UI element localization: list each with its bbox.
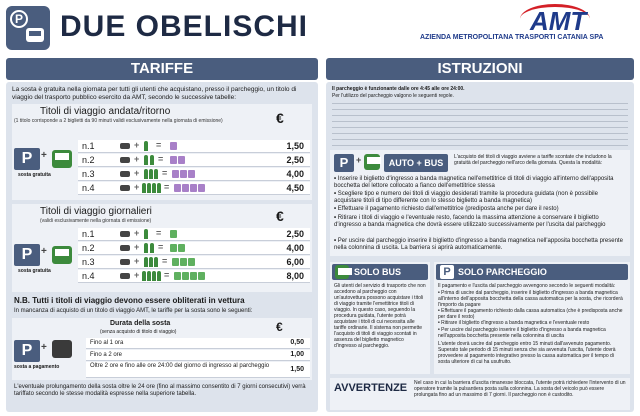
step-bullet: • bbox=[334, 238, 338, 244]
sosta-row-1 bbox=[86, 338, 310, 349]
person-icon bbox=[149, 169, 153, 179]
step-bullet: • bbox=[438, 320, 442, 326]
gio-subtitle: (validi esclusivamente nella giornata di emissione) bbox=[40, 218, 152, 224]
plus-icon: + bbox=[134, 256, 140, 266]
ar-parking-icon: P bbox=[14, 148, 40, 170]
gio-plus-icon: + bbox=[41, 246, 47, 257]
avvertenze-heading: AVVERTENZE bbox=[334, 382, 408, 394]
step-bullet: • bbox=[334, 215, 338, 221]
person-icon bbox=[147, 271, 151, 281]
step-text: Ritirare i titoli di viaggio e l'eventuale resto, facendo la massima attenzione a conservare il biglietto d'ingresso a banda magnetica che dovrà essere utilizzato successivamente per l'uscita dal parcheggio bbox=[334, 215, 606, 228]
ar-row-count: n.4 bbox=[82, 183, 95, 193]
sosta-row-2 bbox=[86, 350, 310, 361]
person-icon bbox=[144, 169, 148, 179]
person-icon bbox=[152, 183, 156, 193]
tariffe-intro: La sosta è gratuita nella giornata per tutti gli utenti che acquistano, presso il parcheggio, un titolo di viaggio del trasporto pubblico esercito da AMT, secondo le successive tabelle: bbox=[12, 86, 297, 101]
ticket-icon bbox=[180, 258, 187, 266]
gio-row-price: 2,50 bbox=[286, 229, 304, 239]
ticket-icon bbox=[170, 156, 177, 164]
person-icon bbox=[142, 183, 146, 193]
gio-caption: sosta gratuita bbox=[18, 268, 51, 274]
step-bullet: • bbox=[334, 191, 338, 197]
step-text: Inserire il biglietto d'ingresso a banda magnetica nell'emettitrice di titoli di viaggio all'interno dell'apposita bocchetta del lettore collocato a fianco dell'emettitrice stessa bbox=[334, 176, 614, 189]
ar-row-3 bbox=[78, 168, 310, 181]
step-text: Effettuare il pagamento richiesto dall'emettitrice (prediposta anche per dare il resto) bbox=[337, 206, 559, 212]
ar-row-count: n.1 bbox=[82, 141, 95, 151]
car-icon bbox=[120, 185, 130, 191]
general-rule-filler bbox=[332, 100, 628, 146]
ticket-icon bbox=[172, 258, 179, 266]
sp-step-1 bbox=[438, 290, 626, 308]
gio-row-count: n.1 bbox=[82, 229, 95, 239]
solo-bus-heading bbox=[332, 264, 428, 280]
ticket-icon bbox=[178, 156, 185, 164]
sosta-row-label: Fino a 2 ore bbox=[90, 352, 123, 358]
ticket-icon bbox=[182, 184, 189, 192]
ticket-icon bbox=[198, 184, 205, 192]
bus-icon bbox=[26, 28, 44, 42]
ticket-icon bbox=[170, 244, 177, 252]
car-icon bbox=[120, 171, 130, 177]
gio-row-1 bbox=[78, 228, 310, 241]
auto-bus-parking-icon: P bbox=[334, 154, 354, 172]
gio-row-2 bbox=[78, 242, 310, 255]
ticket-icon bbox=[190, 184, 197, 192]
ar-row-count: n.2 bbox=[82, 155, 95, 165]
solo-parcheggio-parking-icon: P bbox=[440, 265, 454, 279]
gio-row-count: n.3 bbox=[82, 257, 95, 267]
auto-bus-desc: L'acquisto del titoli di viaggio avviene a tariffe scontate che includono la gratuità del parcheggio nell'arco della giornata. Questa la modalità: bbox=[454, 154, 612, 166]
gio-title: Titoli di viaggio giornalieri bbox=[40, 206, 152, 217]
sosta-head-sub: (senza acquisto di titolo di viaggio) bbox=[100, 329, 177, 335]
ticket-icon bbox=[180, 170, 187, 178]
gio-bus-icon bbox=[52, 246, 72, 264]
plus-icon: + bbox=[134, 154, 140, 164]
gio-parking-icon: P bbox=[14, 244, 40, 266]
auto-bus-step-1 bbox=[334, 176, 626, 190]
person-icon bbox=[142, 271, 146, 281]
ticket-icon bbox=[198, 272, 205, 280]
nb-note: N.B. Tutti i titoli di viaggio devono essere obliterati in vettura bbox=[14, 296, 245, 305]
person-icon bbox=[144, 155, 148, 165]
equals-icon: = bbox=[162, 168, 168, 178]
ar-row-4 bbox=[78, 182, 310, 195]
ticket-icon bbox=[170, 230, 177, 238]
solo-parcheggio-desc: Il pagamento e l'uscita dal parcheggio avvengono secondo le seguenti modalità: bbox=[438, 283, 616, 289]
step-bullet: • bbox=[438, 290, 442, 296]
car-icon bbox=[120, 259, 130, 265]
gio-euro-symbol: € bbox=[276, 208, 284, 224]
ar-bus-icon bbox=[52, 150, 72, 168]
gio-row-count: n.2 bbox=[82, 243, 95, 253]
step-text: Effettuare il pagamento richiesto dalla cassa automatica (che è predisposta anche per dare il resto) bbox=[438, 308, 623, 320]
gio-row-price: 6,00 bbox=[286, 257, 304, 267]
ar-caption: sosta gratuita bbox=[18, 172, 51, 178]
sosta-caption: sosta a pagamento bbox=[14, 364, 60, 370]
equals-icon: = bbox=[164, 182, 170, 192]
ticket-icon bbox=[172, 170, 179, 178]
plus-icon: + bbox=[134, 182, 140, 192]
equals-icon: = bbox=[158, 154, 164, 164]
person-icon bbox=[154, 169, 158, 179]
person-icon bbox=[154, 257, 158, 267]
sosta-plus-icon: + bbox=[41, 342, 47, 353]
amt-logo: AMT bbox=[530, 6, 587, 36]
ar-euro-symbol: € bbox=[276, 110, 284, 126]
sosta-row-price: 1,50 bbox=[290, 366, 304, 373]
ar-row-2 bbox=[78, 154, 310, 167]
sosta-row-3 bbox=[86, 362, 310, 378]
ticket-icon bbox=[174, 272, 181, 280]
sosta-row-label: Fino al 1 ora bbox=[90, 340, 124, 346]
gio-row-price: 4,00 bbox=[286, 243, 304, 253]
ar-row-price: 2,50 bbox=[286, 155, 304, 165]
person-icon bbox=[144, 141, 148, 151]
no-bus-icon bbox=[52, 340, 72, 358]
gio-row-price: 8,00 bbox=[286, 271, 304, 281]
tariffe-footer: L'eventuale prolungamento della sosta oltre le 24 ore (fino al massimo consentito di 7 giorni consecutivi) verrà tariffato secondo le stesse modalità espresse nella superiore tabella. bbox=[14, 384, 306, 397]
ticket-icon bbox=[188, 258, 195, 266]
person-icon bbox=[150, 155, 154, 165]
equals-icon: = bbox=[162, 256, 168, 266]
auto-bus-step-4 bbox=[334, 215, 626, 229]
person-icon bbox=[152, 271, 156, 281]
gio-row-4 bbox=[78, 270, 310, 283]
auto-bus-step-5 bbox=[334, 238, 626, 252]
parking-icon: P bbox=[10, 10, 28, 28]
ticket-icon bbox=[170, 142, 177, 150]
sp-step-2 bbox=[438, 308, 626, 320]
plus-icon: + bbox=[134, 270, 140, 280]
step-bullet: • bbox=[438, 327, 442, 333]
step-bullet: • bbox=[334, 206, 338, 212]
step-bullet: • bbox=[438, 308, 442, 314]
solo-parcheggio-label: SOLO PARCHEGGIO bbox=[458, 267, 547, 277]
plus-icon: + bbox=[134, 228, 140, 238]
ar-subtitle: (1 titolo corrisponde a 2 biglietti da 90 minuti validi esclusivamente nella giornata di emissione) bbox=[14, 118, 223, 124]
mancanza-text: In mancanza di acquisto di un titolo di viaggio AMT, le tariffe per la sosta sono le seguenti: bbox=[14, 308, 253, 314]
tariffe-heading: TARIFFE bbox=[6, 58, 318, 80]
ticket-icon bbox=[182, 272, 189, 280]
parking-logo bbox=[6, 6, 50, 50]
person-icon bbox=[144, 243, 148, 253]
equals-icon: = bbox=[158, 242, 164, 252]
ticket-icon bbox=[174, 184, 181, 192]
sosta-row-price: 0,50 bbox=[290, 339, 304, 346]
orario-sub: Per l'utilizzo del parcheggio valgono le seguenti regole. bbox=[332, 93, 454, 99]
plus-icon: + bbox=[134, 140, 140, 150]
car-icon bbox=[120, 273, 130, 279]
equals-icon: = bbox=[156, 140, 162, 150]
ticket-icon bbox=[178, 244, 185, 252]
ar-plus-icon: + bbox=[41, 150, 47, 161]
step-text: Per uscire dal parcheggio inserire il biglietto d'ingresso a banda magnetica nell'apposita bocchetta presente nella colonnina di uscita bbox=[438, 327, 606, 339]
ar-title: Titoli di viaggio andata/ritorno bbox=[40, 106, 171, 117]
sosta-head: Durata della sosta bbox=[110, 320, 171, 327]
auto-bus-label: AUTO + BUS bbox=[384, 154, 448, 172]
ar-row-price: 1,50 bbox=[286, 141, 304, 151]
sp-step-4 bbox=[438, 327, 626, 339]
person-icon bbox=[150, 243, 154, 253]
gio-row-3 bbox=[78, 256, 310, 269]
plus-icon: + bbox=[134, 168, 140, 178]
sosta-parking-icon: P bbox=[14, 340, 40, 362]
orario: Il parcheggio è funzionante dalle ore 4:45 alle ore 24:00. bbox=[332, 86, 465, 92]
plus-icon: + bbox=[134, 242, 140, 252]
ticket-icon bbox=[188, 170, 195, 178]
car-icon bbox=[120, 157, 130, 163]
auto-bus-step-3 bbox=[334, 206, 626, 213]
general-rules bbox=[332, 100, 628, 146]
car-icon bbox=[120, 245, 130, 251]
person-icon bbox=[157, 183, 161, 193]
step-text: Ritirare il biglietto d'ingresso a banda magnetica e l'eventuale resto bbox=[441, 320, 590, 326]
sosta-euro-symbol: € bbox=[276, 320, 283, 334]
equals-icon: = bbox=[156, 228, 162, 238]
sosta-row-price: 1,00 bbox=[290, 351, 304, 358]
solo-parcheggio-heading bbox=[436, 264, 628, 280]
sp-note: L'utente dovrà uscire dal parcheggio entro 15 minuti dall'avvenuto pagamento. Superato tale periodo di 15 minuti senza che sia avvenuta l'uscita, l'utente dovrà provvedere al pagamento integrativo presso la cassa automatica per il tempo di sosta ulteriore di cui ha usufruito. bbox=[438, 341, 616, 365]
person-icon bbox=[147, 183, 151, 193]
person-icon bbox=[144, 257, 148, 267]
step-bullet: • bbox=[334, 176, 338, 182]
solo-bus-icon bbox=[335, 265, 349, 279]
page-title: DUE OBELISCHI bbox=[60, 10, 309, 43]
equals-icon: = bbox=[164, 270, 170, 280]
sp-step-3 bbox=[438, 320, 626, 326]
car-icon bbox=[120, 231, 130, 237]
person-icon bbox=[157, 271, 161, 281]
ar-row-price: 4,00 bbox=[286, 169, 304, 179]
solo-bus-desc: Gli utenti del servizio di trasporto che non accedono al parcheggio con un'autovettura possono acquistare i titoli di viaggio tramite l'emettitrice titoli di viaggio. In questo caso, seguendo la procedura guidata, l'utente potrà acquistare i titoli di cui necessita alle tariffe ordinarie. Il sistema non permette l'acquisto di titoli di viaggio scontati in assenza del biglietto magnetico d'ingresso al parcheggio. bbox=[334, 283, 426, 349]
ar-row-count: n.3 bbox=[82, 169, 95, 179]
amt-subtitle: AZIENDA METROPOLITANA TRASPORTI CATANIA SPA bbox=[420, 34, 604, 41]
auto-bus-bus-icon bbox=[364, 154, 380, 170]
ar-row-price: 4,50 bbox=[286, 183, 304, 193]
ar-row-1 bbox=[78, 140, 310, 153]
auto-bus-plus-icon: + bbox=[356, 155, 362, 165]
person-icon bbox=[144, 229, 148, 239]
car-icon bbox=[120, 143, 130, 149]
person-icon bbox=[149, 257, 153, 267]
step-text: Per uscire dal parcheggio inserire il biglietto d'ingresso a banda magnetica nell'apposita bocchetta presente nella colonnina di uscita. La barriera si aprirà automaticamente. bbox=[334, 238, 623, 251]
step-text: Prima di uscire dal parcheggio, inserire il biglietto d'ingresso a banda magnetica all'interno dell'apposita bocchetta della cassa automatica per la sosta, che ricorderà l'importo da pagare bbox=[438, 290, 623, 308]
ticket-icon bbox=[190, 272, 197, 280]
sosta-row-label: Oltre 2 ore e fino alle ore 24:00 del giorno di ingresso al parcheggio bbox=[90, 363, 270, 369]
avvertenze-text: Nel caso in cui la barriera d'uscita rimanesse bloccata, l'utente potrà richiedere l'intervento di un operatore tramite la pulsantiera posta sulla colonnina. La sosta del veicolo può essere prolungata fino ad un massimo di 7 giorni. Il parcheggio non è custodito. bbox=[414, 380, 626, 398]
gio-row-count: n.4 bbox=[82, 271, 95, 281]
auto-bus-step-2 bbox=[334, 191, 626, 205]
solo-bus-label: SOLO BUS bbox=[354, 267, 402, 277]
istruzioni-heading: ISTRUZIONI bbox=[326, 58, 634, 80]
step-text: Scegliere tipo e numero dei titoli di viaggio desiderati tramite la procedura guidata (non è possibile acquistare titoli di tipo differente con lo stesso biglietto a banda magnetica) bbox=[334, 191, 598, 204]
